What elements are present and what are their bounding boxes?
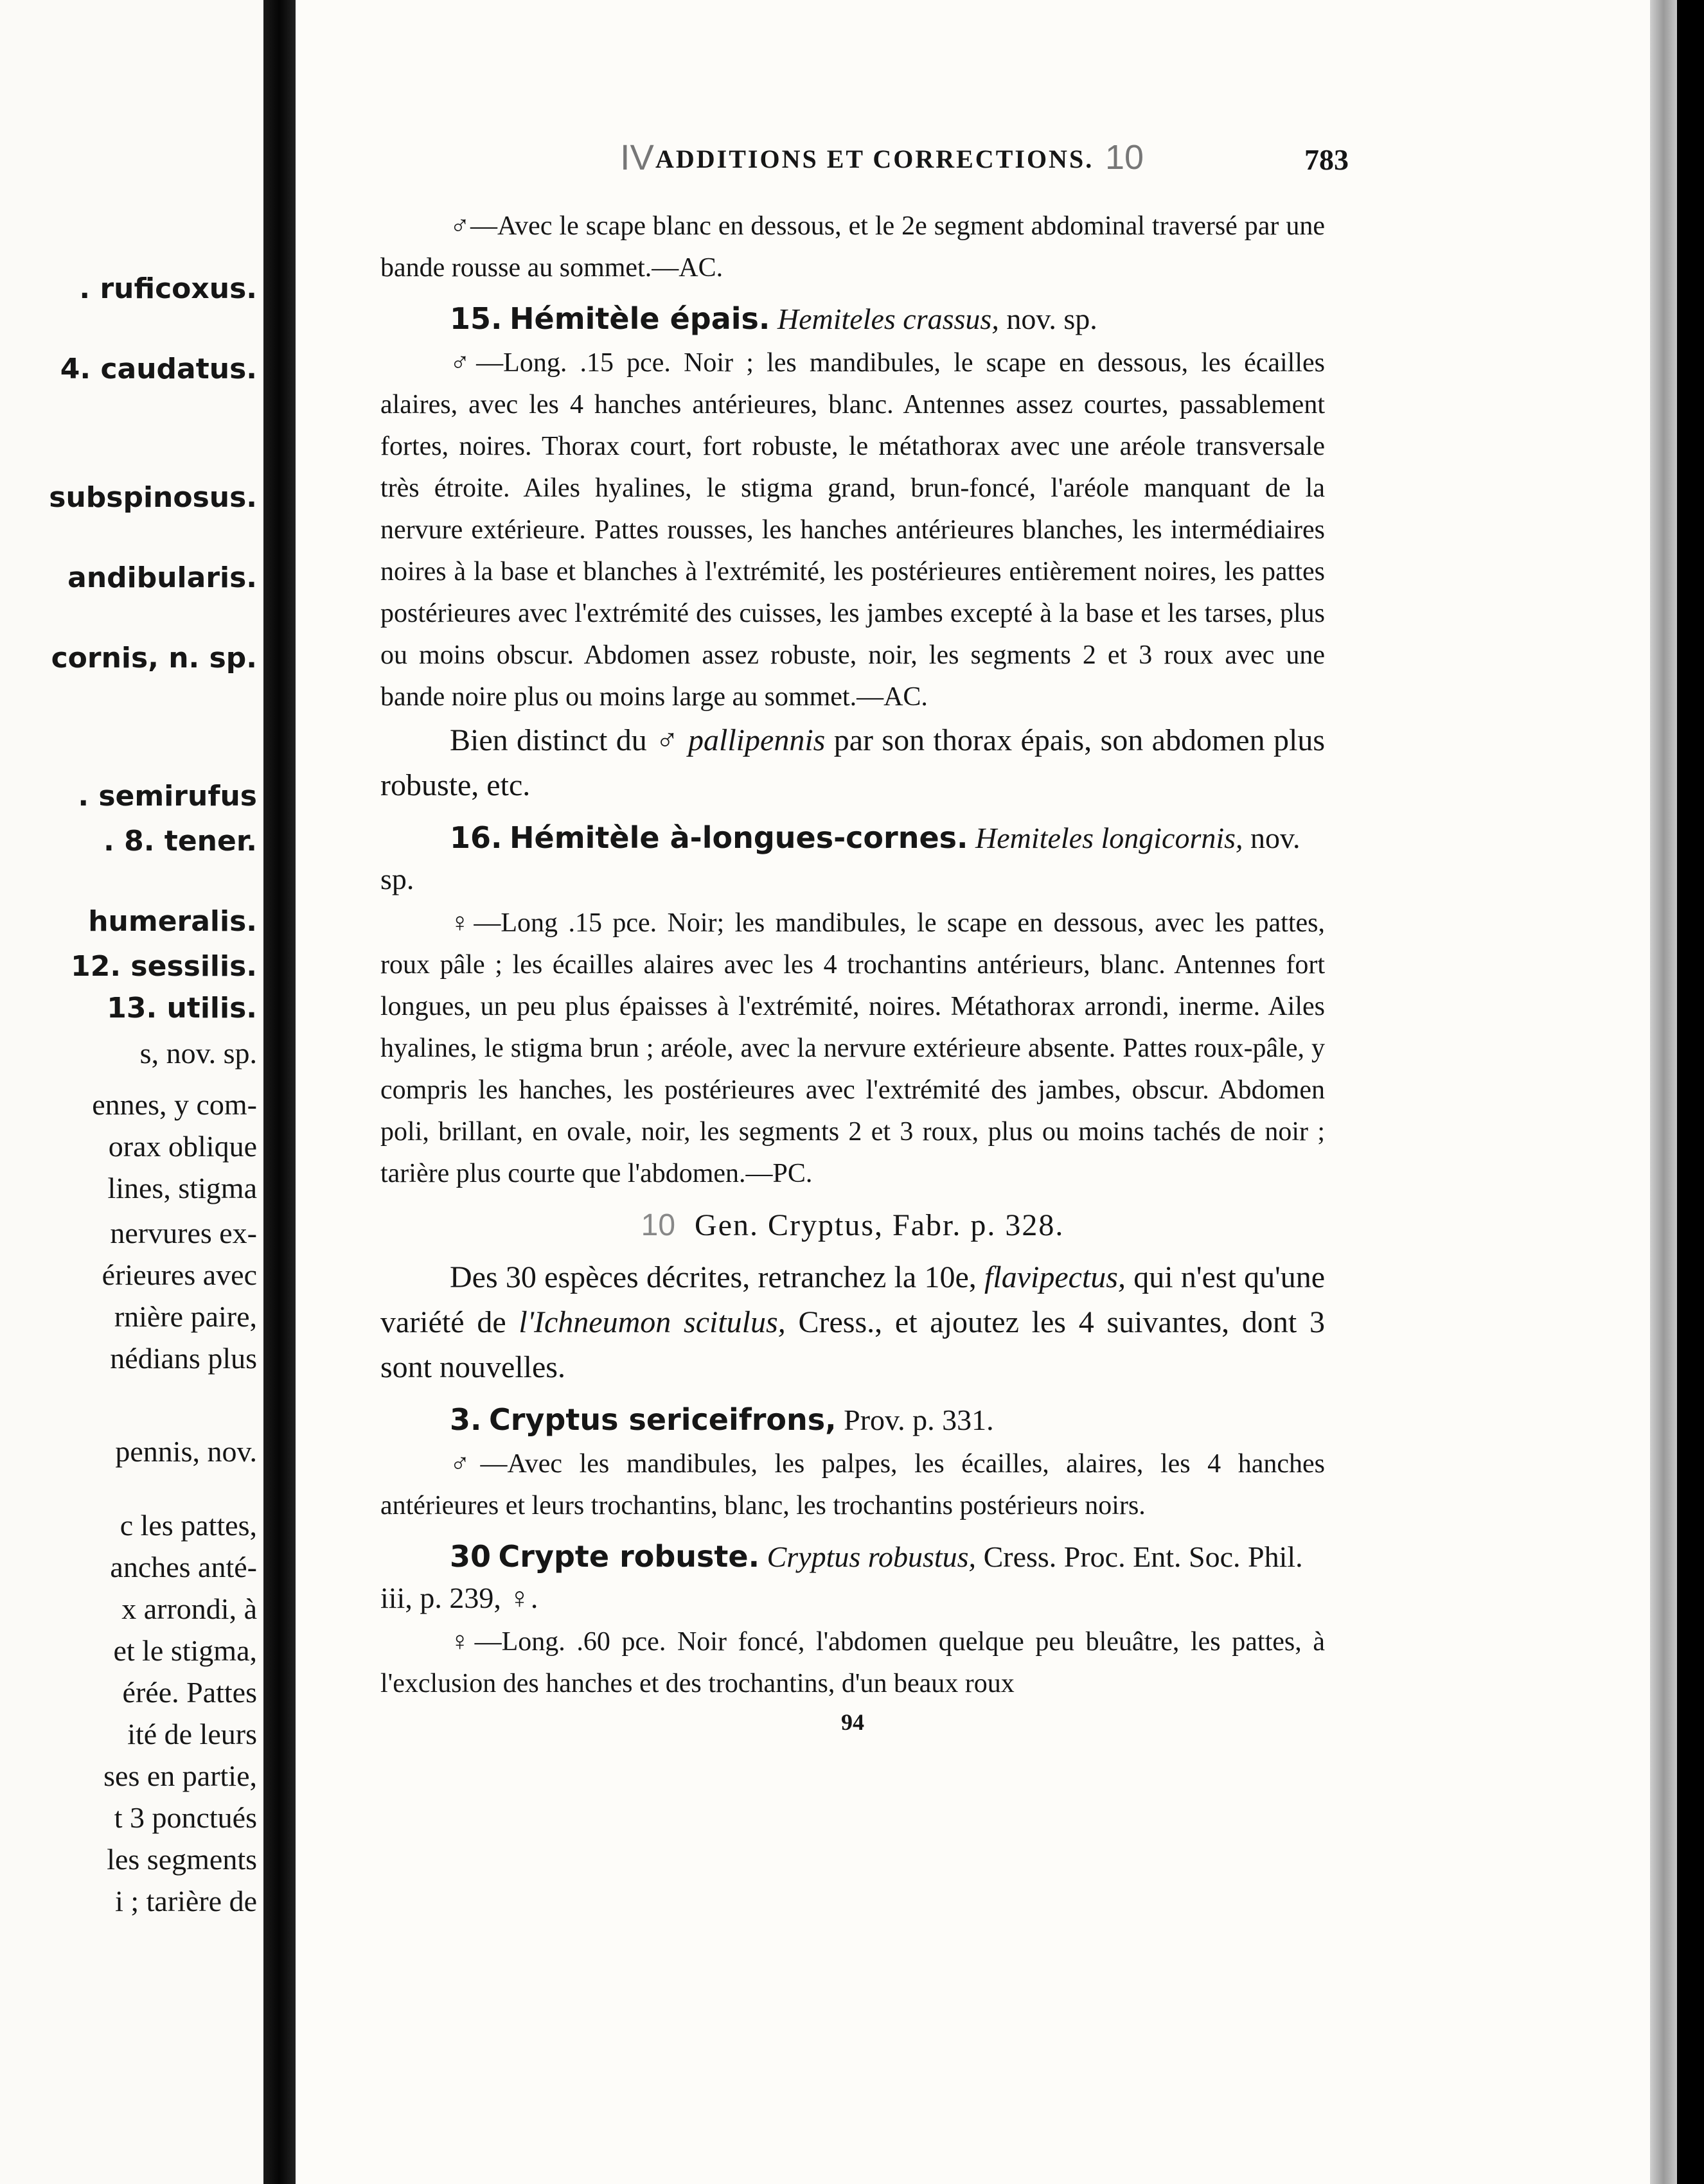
book-gutter bbox=[263, 0, 296, 2184]
species-number: 15. bbox=[450, 301, 502, 336]
species-number: 3. bbox=[450, 1402, 482, 1437]
paragraph-genus-intro: Des 30 espèces décrites, retranchez la 10e, flavipectus, qui n'est qu'une variété de l'Ichneumon scitulus, Cress., et ajoutez les 4 suivantes, dont 3 sont nouvelles. bbox=[380, 1260, 1326, 1384]
left-page-line: lines, stigma bbox=[107, 1172, 257, 1204]
left-page-fragment bbox=[0, 0, 263, 2184]
left-page-line: érieures avec bbox=[102, 1258, 257, 1291]
genus-title: Gen. Cryptus, Fabr. p. 328. bbox=[695, 1208, 1065, 1242]
species-french-name: Hémitèle à-longues-cornes. bbox=[510, 820, 968, 855]
paragraph-species-15: ♂—Long. .15 pce. Noir ; les mandibules, le scape en dessous, les écailles alaires, avec les 4 hanches antérieures, blanc. Antennes assez courtes, passablement fortes, noires. Thorax court, fort robuste, le métathorax avec une aréole transversale très étroite. Ailes hyalines, le stigma grand, brun-foncé, l'aréole manquant de la nervure extérieure. Pattes rousses, les hanches antérieures blanches, les intermédiaires noires à la base et blanches à l'extrémité, les postérieures entièrement noires, les pattes postérieures avec l'extrémité des cuisses, les jambes excepté à la base et les tarses, plus ou moins obscur. Abdomen assez robuste, noir, les segments 2 et 3 roux avec une bande noire plus ou moins large au sommet.—AC. bbox=[380, 348, 1325, 712]
page-edge-shadow bbox=[1650, 0, 1677, 2184]
left-page-line: . 8. tener. bbox=[103, 825, 257, 858]
species-heading-30 bbox=[380, 1536, 1325, 1619]
signature-mark: 94 bbox=[841, 1709, 864, 1735]
species-number: 30 bbox=[450, 1539, 492, 1574]
paragraph-species-3: ♂—Avec les mandibules, les palpes, les écailles, alaires, les 4 hanches antérieures et leurs trochantins, blanc, les trochantins postérieurs noirs. bbox=[380, 1449, 1325, 1520]
left-page-line: rnière paire, bbox=[114, 1300, 257, 1333]
left-page-line: cornis, n. sp. bbox=[51, 642, 257, 674]
left-page-line: les segments bbox=[107, 1843, 257, 1876]
species-french-name: Hémitèle épais. bbox=[510, 301, 770, 336]
left-page-line: et le stigma, bbox=[113, 1634, 257, 1667]
species-reference: Prov. p. 331. bbox=[844, 1404, 994, 1436]
left-page-line: 12. sessilis. bbox=[71, 950, 257, 983]
left-page-line: ses en partie, bbox=[103, 1759, 257, 1792]
left-page-line: ité de leurs bbox=[127, 1718, 257, 1750]
left-page-line: . semirufus bbox=[78, 780, 257, 813]
left-page-line: x arrondi, à bbox=[121, 1592, 257, 1625]
species-latin-name: Cryptus sericeifrons, bbox=[488, 1402, 837, 1437]
left-page-line: subspinosus. bbox=[49, 481, 257, 514]
species-reference: Cress. Proc. Ent. Soc. Phil. iii, p. 239, ♀. bbox=[380, 1540, 1303, 1614]
paragraph-species-15-note: Bien distinct du ♂ pallipennis par son thorax épais, son abdomen plus robuste, etc. bbox=[380, 723, 1326, 802]
species-number: 16. bbox=[450, 820, 502, 855]
species-heading-15 bbox=[380, 298, 1325, 340]
left-page-line: t 3 ponctués bbox=[114, 1801, 257, 1834]
species-latin-name: Cryptus robustus, bbox=[767, 1540, 977, 1573]
species-suffix: nov. sp. bbox=[380, 822, 1300, 895]
page-body bbox=[380, 206, 1325, 1736]
left-page-line: . ruficoxus. bbox=[79, 272, 257, 305]
genus-heading bbox=[380, 1202, 1325, 1249]
left-page-line: orax oblique bbox=[108, 1130, 257, 1163]
species-suffix: nov. sp. bbox=[1006, 303, 1097, 335]
left-page-line: ennes, y com- bbox=[92, 1088, 257, 1121]
page-number: 783 bbox=[1304, 143, 1349, 176]
left-page-line: c les pattes, bbox=[120, 1509, 257, 1542]
left-page-line: andibularis. bbox=[67, 561, 257, 594]
left-page-line: humeralis. bbox=[88, 905, 257, 938]
paragraph-male-description: ♂—Avec le scape blanc en dessous, et le 2e segment abdominal traversé par une bande rousse au sommet.—AC. bbox=[380, 211, 1325, 283]
left-page-line: pennis, nov. bbox=[115, 1435, 257, 1468]
species-heading-16 bbox=[380, 817, 1325, 900]
left-page-line: 4. caudatus. bbox=[60, 353, 257, 385]
pencil-annotation: 10 bbox=[1105, 138, 1144, 177]
left-page-line: nédians plus bbox=[110, 1342, 257, 1375]
page-header bbox=[296, 136, 1677, 181]
left-page-line: anches anté- bbox=[110, 1551, 257, 1583]
paragraph-species-30: ♀—Long. .60 pce. Noir foncé, l'abdomen quelque peu bleuâtre, les pattes, à l'exclusion des hanches et des trochantins, d'un beaux roux bbox=[380, 1627, 1325, 1698]
left-page-line: i ; tarière de bbox=[115, 1885, 257, 1917]
left-page-line: 13. utilis. bbox=[107, 992, 257, 1025]
right-page bbox=[296, 0, 1677, 2184]
species-heading-3 bbox=[380, 1399, 1325, 1441]
species-latin-name: Hemiteles crassus, bbox=[777, 303, 999, 335]
left-page-line: nervures ex- bbox=[110, 1217, 257, 1249]
left-page-line: érée. Pattes bbox=[122, 1676, 257, 1709]
species-french-name: Crypte robuste. bbox=[498, 1539, 760, 1574]
pencil-annotation: 10 bbox=[641, 1208, 676, 1242]
pencil-roman-numeral: IV bbox=[620, 137, 654, 177]
species-latin-name: Hemiteles longicornis, bbox=[975, 822, 1243, 854]
left-page-line: s, nov. sp. bbox=[139, 1037, 257, 1070]
running-title: ADDITIONS ET CORRECTIONS. bbox=[655, 145, 1094, 173]
paragraph-species-16: ♀—Long .15 pce. Noir; les mandibules, le scape en dessous, avec les pattes, roux pâle ; les écailles alaires avec les 4 trochantins antérieurs, blanc. Antennes fort longues, un peu plus épaisses à l'extrémité, noires. Métathorax arrondi, inerme. Ailes hyalines, le stigma brun ; aréole, avec la nervure extérieure absente. Pattes roux-pâle, y compris les hanches, les postérieures avec l'extrémité des jambes, obscur. Abdomen poli, brillant, en ovale, noir, les segments 2 et 3 roux, plus ou moins tachés de noir ; tarière plus courte que l'abdomen.—PC. bbox=[380, 908, 1325, 1188]
